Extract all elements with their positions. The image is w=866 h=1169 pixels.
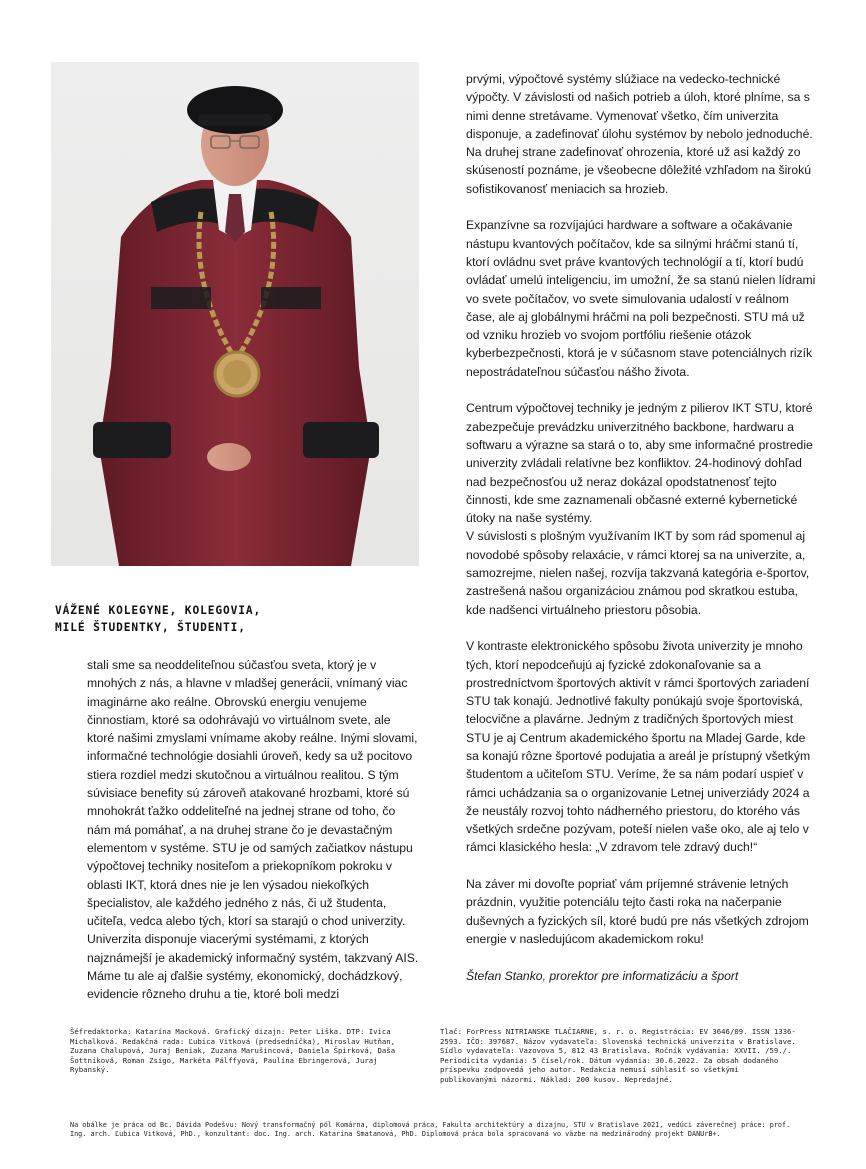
author-signature: Štefan Stanko, prorektor pre informatizáciu a šport bbox=[466, 968, 739, 983]
body-column-left bbox=[87, 656, 419, 1004]
cover-note: Na obálke je práca od Bc. Dávida Podešvu: Nový transformačný pól Komárna, diplomová práca, Fakulta architektúry a dizajnu, STU v Bratislave 2021, vedúci záverečnej práce: prof. Ing. arch. Ľubica Vitková, PhD., konzultant: doc. Ing. arch. Katarína Smatanová, PhD. Diplomová práca bola spracovaná vo väzbe na medzinárodný projekt DANUrB+. bbox=[70, 1121, 791, 1139]
portrait-illustration bbox=[51, 62, 419, 566]
paragraph: Na záver mi dovoľte popriať vám príjemné strávenie letných prázdnin, využitie potenciálu tejto časti roka na načerpanie duševných a fyzických síl, ktoré budú pre nás všetkých zdrojom energie v nasledujúcom akademickom roku! bbox=[466, 877, 809, 946]
paragraph: V kontraste elektronického spôsobu života univerzity je mnoho tých, ktorí nepodceňujú aj fyzické zdokonaľovanie sa a prostredníctvom športových aktivít v rámci športových zariadení STU tak konajú. Jednotlivé fakulty ponúkajú svoje športoviská, telocvične a plavárne. Jedným z tradičných športových miest STU je aj Centrum akademického športu na Mladej Garde, kde sa konajú rôzne športové podujatia a areál je prístupný všetkým študentom a učiteľom STU. Veríme, že sa nám podarí uspieť v rámci uchádzania sa o organizovanie Letnej univerziády 2024 a že neustály rozvoj tohto nádherného priestoru, do ktorého vás všetkých srdečne pozývam, poteší nielen vaše oko, ale aj telo v rámci klasického hesla: „V zdravom tele zdravý duch!“ bbox=[466, 639, 811, 855]
paragraph: Centrum výpočtovej techniky je jedným z pilierov IKT STU, ktoré zabezpečuje prevádzku univerzitného backbone, hardwaru a softwaru a výrazne sa stará o to, aby sme informačné prostredie univerzity zvládali relatívne bez konfliktov. 24-hodinový dohľad nad bezpečnosťou už neraz dokázal opodstatnenosť tejto činnosti, kde sme zaznamenali občasné externé kybernetické útoky na naše systémy. bbox=[466, 401, 813, 526]
greeting-line-2: MILÉ ŠTUDENTKY, ŠTUDENTI, bbox=[55, 621, 246, 634]
greeting-heading bbox=[55, 602, 415, 636]
greeting-line-1: VÁŽENÉ KOLEGYNE, KOLEGOVIA, bbox=[55, 604, 262, 617]
editorial-imprint: Šéfredaktorka: Katarína Macková. Grafický dizajn: Peter Liška. DTP: Ivica Michalková. Redakčná rada: Ľubica Vitková (predsedníčka), Miroslav Hutňan, Zuzana Chalupová, Juraj Beniak, Zuzana Marušincová, Daniela Špirková, Daša Šottníková, Roman Zsigo, Markéta Pálffyová, Paulína Ebringerová, Juraj Rybanský. bbox=[70, 1027, 396, 1075]
body-column-right bbox=[466, 70, 816, 985]
publisher-imprint: Tlač: ForPress NITRIANSKE TLAČIARNE, s. r. o. Registrácia: EV 3646/09. ISSN 1336-2593. IČO: 397687. Názov vydavateľa: Slovenská technická univerzita v Bratislave. Sídlo vydavateľa: Vazovova 5, 812 43 Bratislava. Ročník vydávania: XXVII. /59./. Periodicita vydania: 5 čísel/rok. Dátum vydania: 30.6.2022. Za obsah dodaného príspevku zodpovedá jeho autor. Redakcia nemusí súhlasiť so všetkými publikovanými názormi. Náklad: 200 kusov. Nepredajné. bbox=[440, 1027, 796, 1084]
paragraph: stali sme sa neoddeliteľnou súčasťou sveta, ktorý je v mnohých z nás, a hlavne v mladšej generácii, vnímaný viac imaginárne ako reálne. Obrovskú energiu venujeme činnostiam, ktoré sa odohrávajú vo virtuálnom svete, ale ktoré našimi zmyslami vnímame akoby reálne. Inými slovami, informačné technológie dosiahli úroveň, kedy sa už pocitovo stiera rozdiel medzi skutočnou a virtuálnou realitou. S tým súvisiace benefity sú zároveň atakované hrozbami, ktoré sú mnohokrát ťažko oddeliteľné na jednej strane od toho, čo nám má pomáhať, a na druhej strane čo je devastačným elementom v systéme. STU je od samých začiatkov nástupu výpočtovej techniky nositeľom a priekopníkom pokroku v oblasti IKT, ktorá dnes nie je len výsadou niekoľkých špecialistov, ale každého jedného z nás, či už študenta, učiteľa, vedca alebo tých, ktorí sa starajú o chod univerzity. Univerzita disponuje viacerými systémami, z ktorých najznámejší je akademický informačný systém, takzvaný AIS. Máme tu ale aj ďalšie systémy, ekonomický, dochádzkový, evidencie rôzneho druhu a tie, ktoré boli medzi bbox=[87, 658, 419, 1002]
paragraph: Expanzívne sa rozvíjajúci hardware a software a očakávanie nástupu kvantových počítačov, kde sa silnými hráčmi stanú tí, ktorí ovládnu svet práve kvantových technológií a tí, ktorí budú ovládať umelú inteligenciu, im umožní, že sa stanú nielen lídrami vo svete počítačov, vo svete simulovania udalostí v reálnom čase, ale aj globálnymi hráčmi na poli bezpečnosti. STU má už od vzniku hrozieb vo svojom portfóliu riešenie otázok kyberbezpečnosti, ktorá je v súčasnom stave potenciálnych rizík nepostrádateľnou súčasťou nášho života. bbox=[466, 218, 816, 379]
portrait-photo bbox=[51, 62, 419, 566]
paragraph: prvými, výpočtové systémy slúžiace na vedecko-technické výpočty. V závislosti od našich potrieb a úloh, ktoré plníme, sa s nimi denne stretávame. Vymenovať všetko, čím univerzita disponuje, a zadefinovať úlohu systémov by nebolo jednoduché. Na druhej strane zadefinovať ohrozenia, ktoré už asi každý zo skúseností poznáme, je všeobecne dôležité vzhľadom na širokú sofistikovanosť meniacich sa hrozieb. bbox=[466, 72, 813, 196]
paragraph: V súvislosti s plošným využívaním IKT by som rád spomenul aj novodobé spôsoby relaxácie, v rámci ktorej sa na univerzite, a, samozrejme, nielen našej, rozvíja takzvaná kategória e-športov, zastrešená našou organizáciou známou pod skratkou estuba, kde nadšenci virtuálneho priestoru pôsobia. bbox=[466, 529, 810, 617]
